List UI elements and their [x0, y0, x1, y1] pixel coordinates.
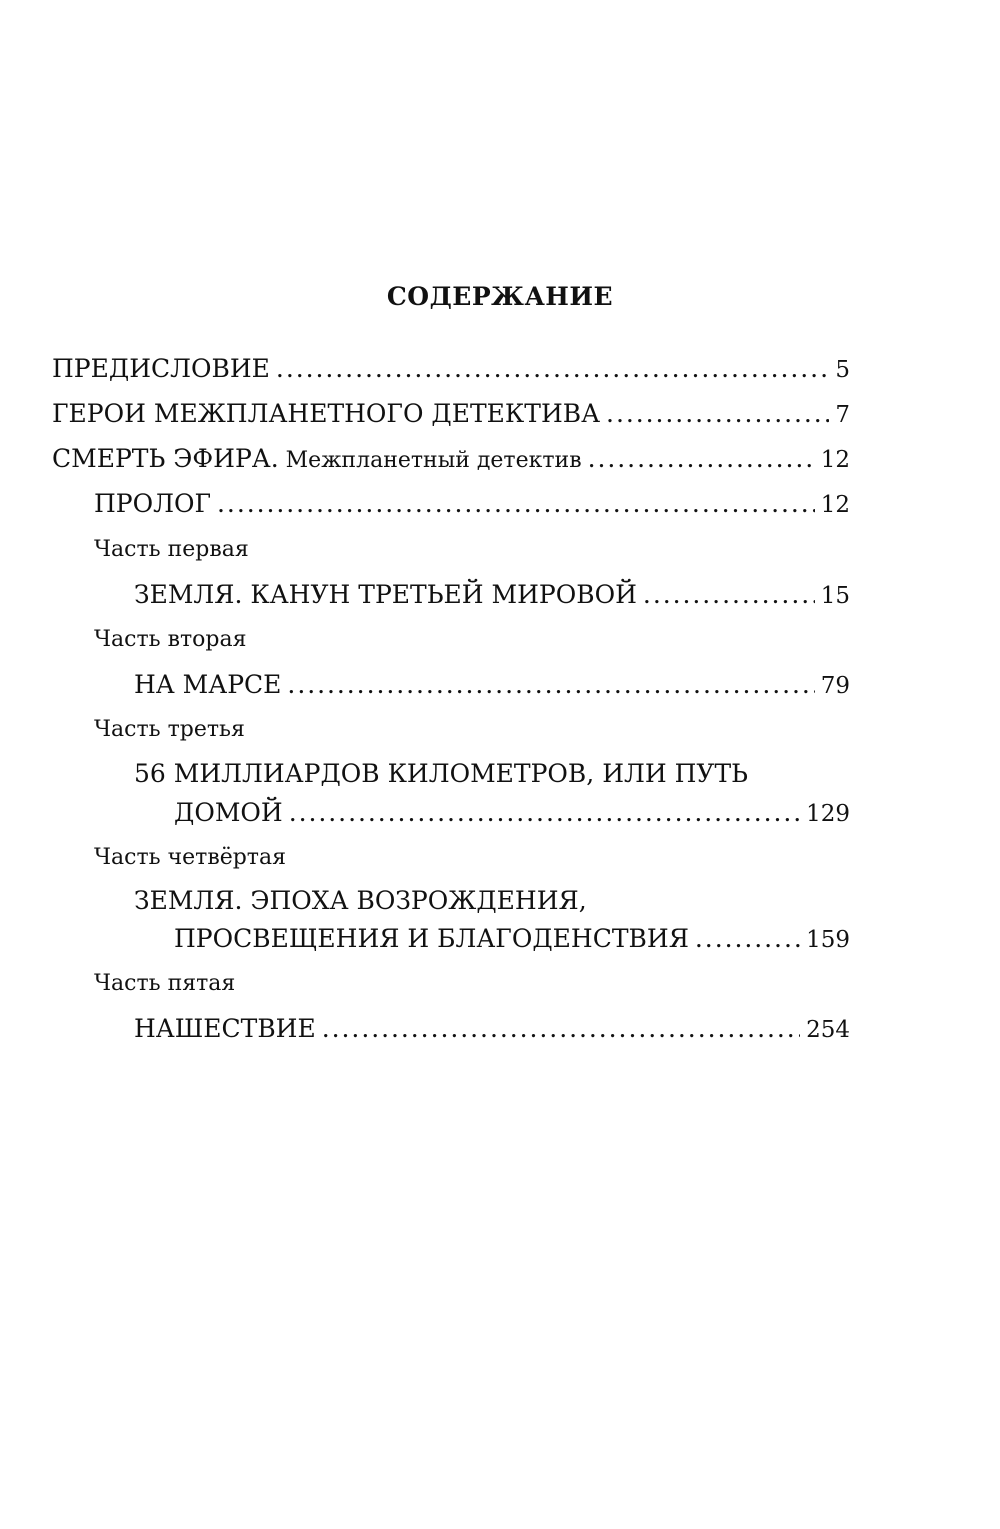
- toc-entry-text: ПРЕДИСЛОВИЕ: [52, 354, 270, 383]
- toc-entry-part5[interactable]: [134, 1012, 850, 1047]
- leader-dots: [643, 578, 815, 612]
- toc-entry-text: СМЕРТЬ ЭФИРА.: [52, 444, 279, 473]
- toc-page-number: 7: [835, 402, 850, 428]
- toc-entry-subtitle: Межпланетный детектив: [278, 448, 582, 473]
- leader-dots: [606, 397, 829, 431]
- leader-dots: [287, 668, 814, 702]
- part-label: Часть первая: [94, 537, 249, 562]
- leader-dots: [695, 922, 800, 956]
- toc-entry-prologue[interactable]: [94, 487, 850, 522]
- toc-page-number: 12: [820, 492, 850, 518]
- toc-entry-preface[interactable]: [52, 352, 850, 387]
- toc-entry-text: ГЕРОИ МЕЖПЛАНЕТНОГО ДЕТЕКТИВА: [52, 399, 601, 428]
- leader-dots: [276, 352, 829, 386]
- leader-dots: [322, 1012, 800, 1046]
- leader-dots: [588, 442, 815, 476]
- toc-entry-part3[interactable]: [174, 796, 850, 831]
- toc-entry-part4[interactable]: [174, 922, 850, 957]
- toc-page-number: 5: [835, 357, 850, 383]
- toc-page-number: 15: [820, 583, 850, 609]
- toc-entry-text: ПРОЛОГ: [94, 489, 212, 518]
- toc-entry-heroes[interactable]: [52, 397, 850, 432]
- toc-entry-text: НАШЕСТВИЕ: [134, 1014, 316, 1043]
- toc-page-number: 129: [806, 801, 850, 827]
- toc-entry-text: ЗЕМЛЯ. КАНУН ТРЕТЬЕЙ МИРОВОЙ: [134, 580, 637, 609]
- part-label: Часть вторая: [94, 627, 247, 652]
- toc-title: СОДЕРЖАНИЕ: [386, 282, 614, 311]
- leader-dots: [217, 487, 815, 521]
- toc-entry-text-line1: 56 МИЛЛИАРДОВ КИЛОМЕТРОВ, ИЛИ ПУТЬ: [134, 759, 748, 788]
- toc-entry-text: НА МАРСЕ: [134, 670, 282, 699]
- part-label: Часть пятая: [94, 971, 236, 996]
- part-label: Часть третья: [94, 717, 245, 742]
- toc-entry-text: ДОМОЙ: [174, 798, 283, 827]
- toc-entry-text: ПРОСВЕЩЕНИЯ И БЛАГОДЕНСТВИЯ: [174, 924, 689, 953]
- toc-entry-death-of-ether[interactable]: [52, 442, 850, 478]
- leader-dots: [289, 796, 800, 830]
- toc-page-number: 159: [806, 927, 850, 953]
- part-label: Часть четвёртая: [94, 845, 286, 870]
- toc-page-number: 79: [820, 673, 850, 699]
- toc-entry-part1[interactable]: [134, 578, 850, 613]
- toc-page-number: 254: [806, 1017, 850, 1043]
- toc-entry-part2[interactable]: [134, 668, 850, 703]
- toc-entry-text-line1: ЗЕМЛЯ. ЭПОХА ВОЗРОЖДЕНИЯ,: [134, 886, 587, 915]
- toc-page-number: 12: [820, 447, 850, 473]
